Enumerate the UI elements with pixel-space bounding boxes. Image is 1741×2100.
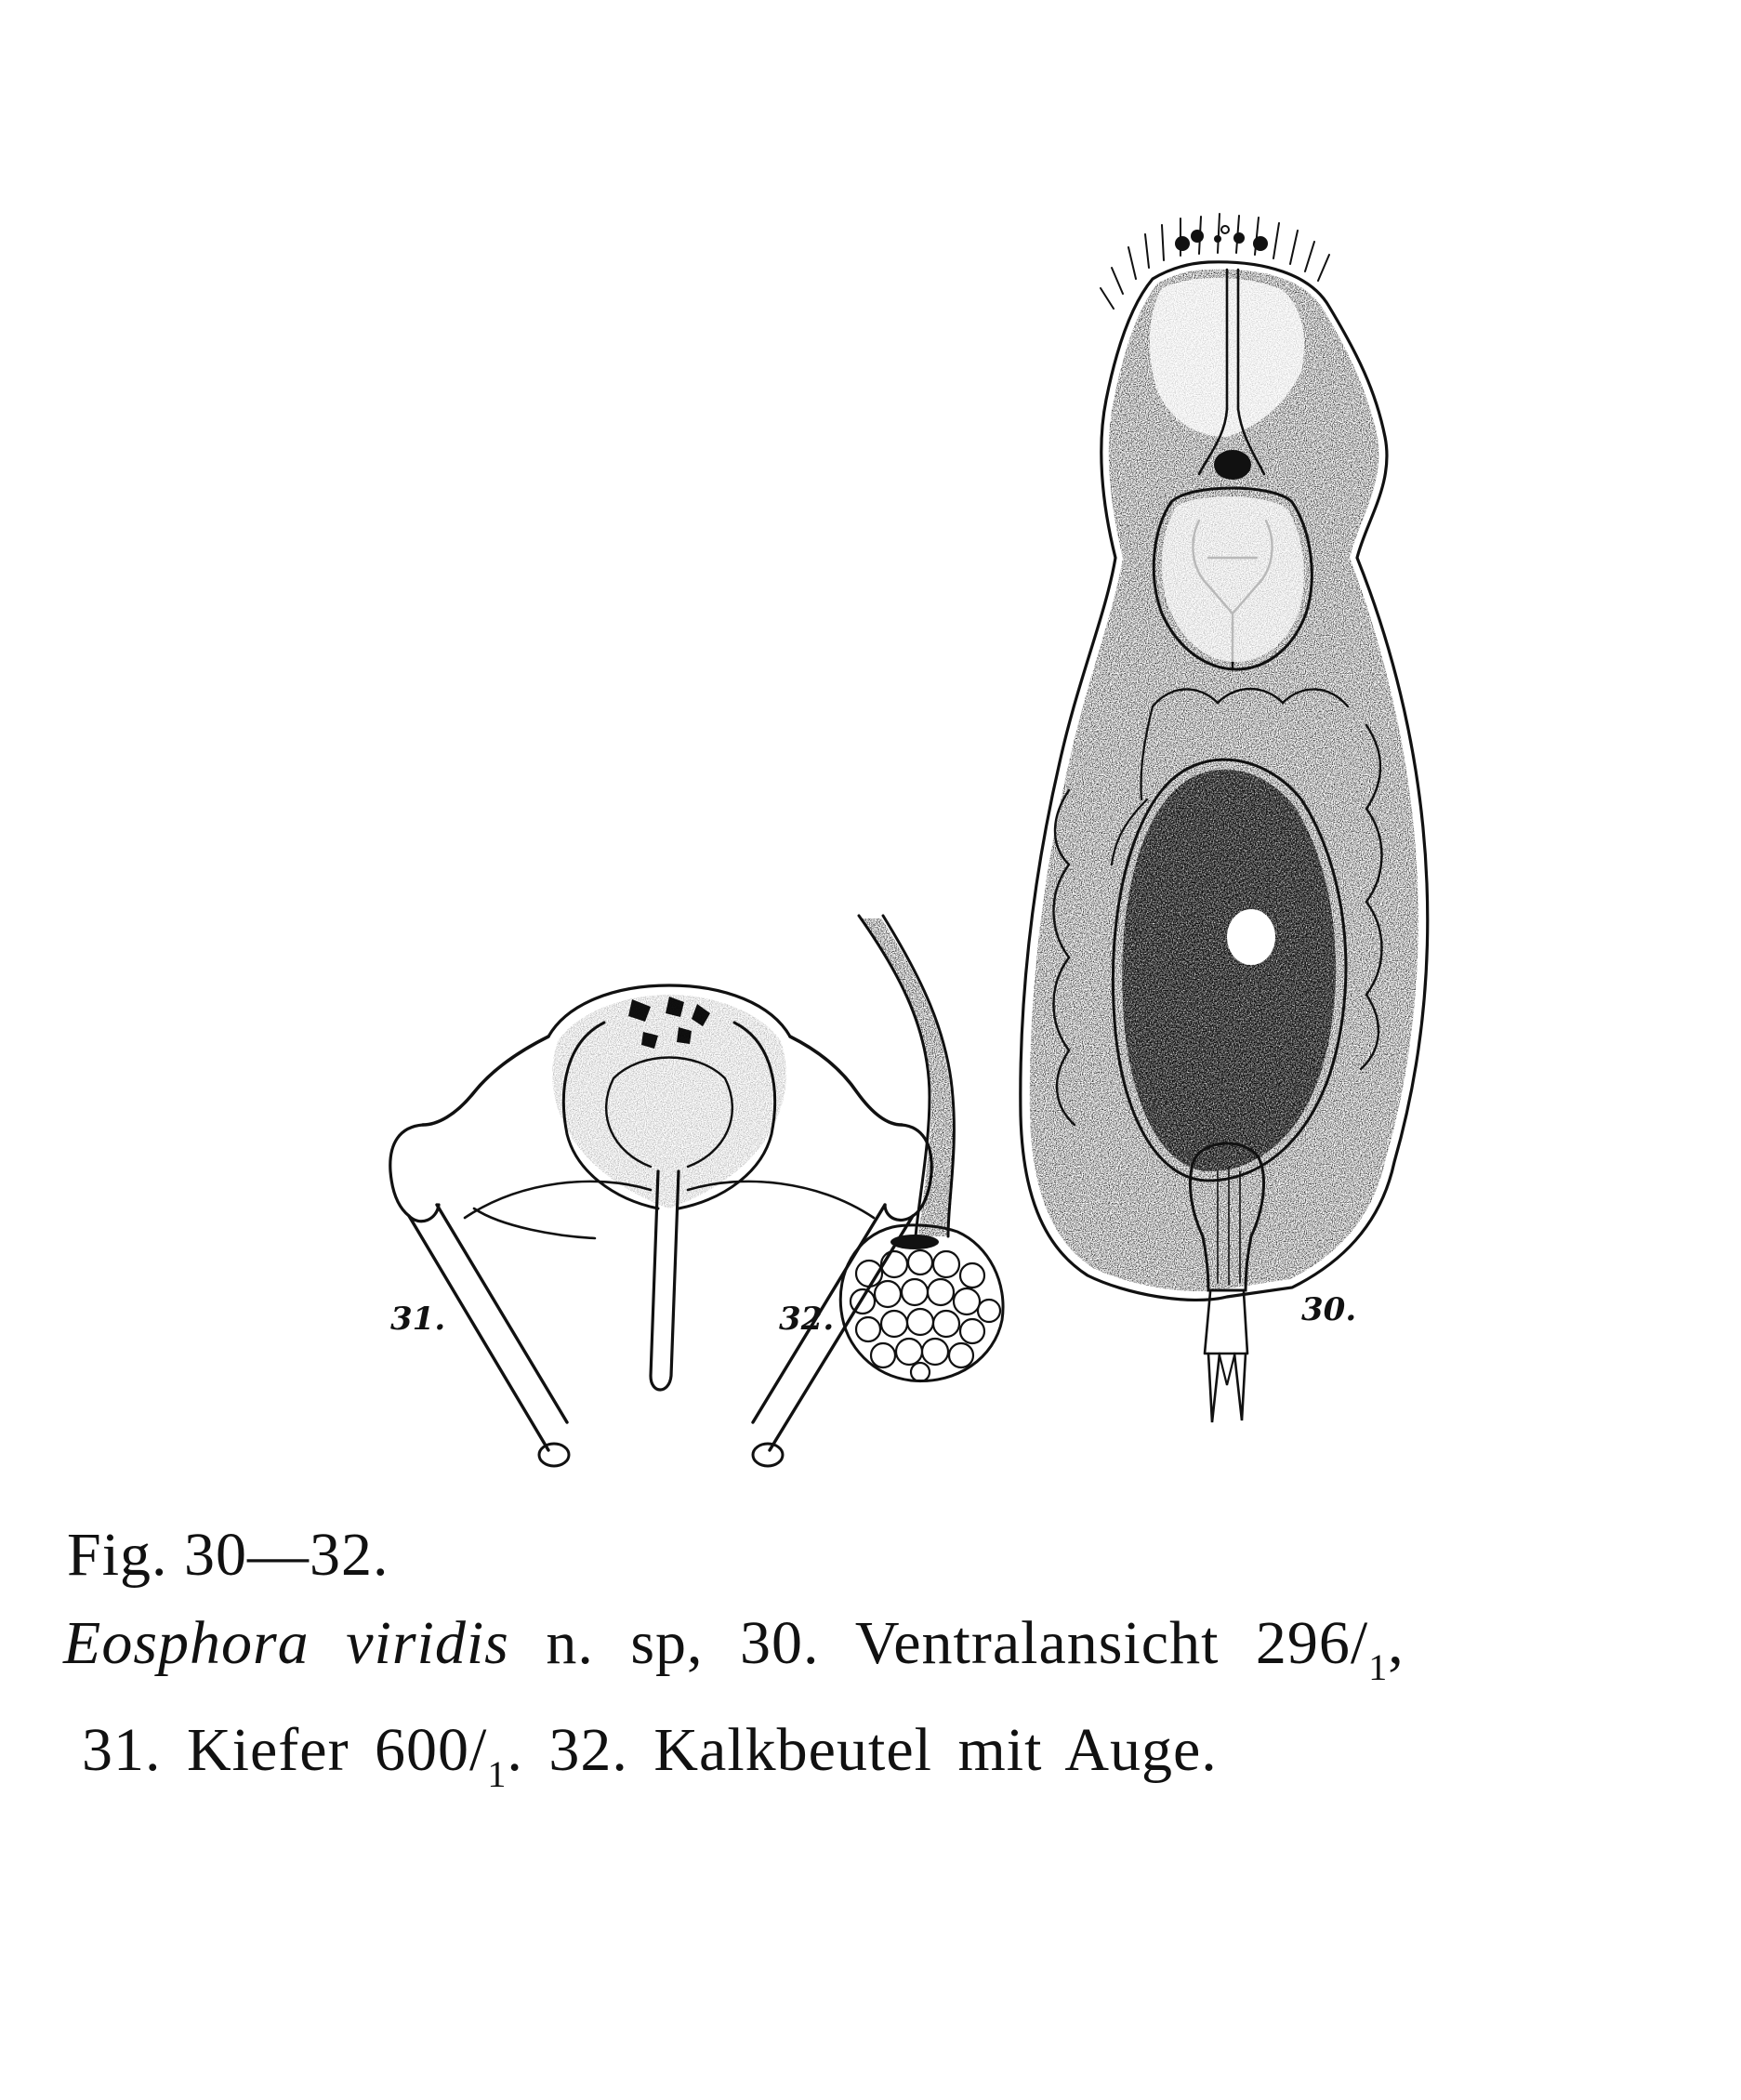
jaw-shading [552, 995, 786, 1208]
jaw-knob-left [539, 1444, 569, 1466]
caption-species: viridis [346, 1609, 509, 1677]
eye-pigment [890, 1235, 939, 1249]
figure-31-label: 31. [390, 1301, 446, 1338]
caption-jaw: 31. Kiefer 600/ [82, 1716, 488, 1784]
stomach-vacuole [1227, 909, 1275, 965]
figure-30-rotifer-ventral-view [1021, 214, 1428, 1422]
caption-species-line [63, 1609, 1405, 1688]
caption-figure-range: Fig. 30—32. [67, 1521, 389, 1589]
stalk-stipple [861, 918, 954, 1236]
jaw-arm-left [423, 1037, 548, 1125]
figure-30-label: 30. [1301, 1291, 1357, 1328]
cerebral-mass [1214, 450, 1251, 480]
jaw-knob-right [753, 1444, 783, 1466]
eyespots [1175, 226, 1268, 251]
caption-magnification-denominator: 1 [1368, 1646, 1389, 1688]
caption-line2-end: , [1388, 1609, 1405, 1677]
foot-base [1205, 1292, 1247, 1354]
toes [1208, 1354, 1246, 1422]
jaw-hook-left [390, 1125, 439, 1222]
caption-jaw-sac-line [82, 1716, 1218, 1795]
caption-jaw-magnification-denominator: 1 [487, 1753, 508, 1795]
figure-31-jaws [390, 985, 931, 1466]
caption-calcareous-sac: . 32. Kalkbeutel mit Auge. [507, 1716, 1218, 1784]
figure-32-label: 32. [779, 1301, 835, 1338]
figure-32-calcareous-sac [779, 916, 1003, 1381]
caption-genus: Eosphora [63, 1609, 310, 1677]
caption-ventral-view: n. sp, 30. Ventralansicht 296/ [546, 1609, 1369, 1677]
toe-fork [1220, 1355, 1234, 1385]
jaw-arm-right [790, 1037, 902, 1125]
